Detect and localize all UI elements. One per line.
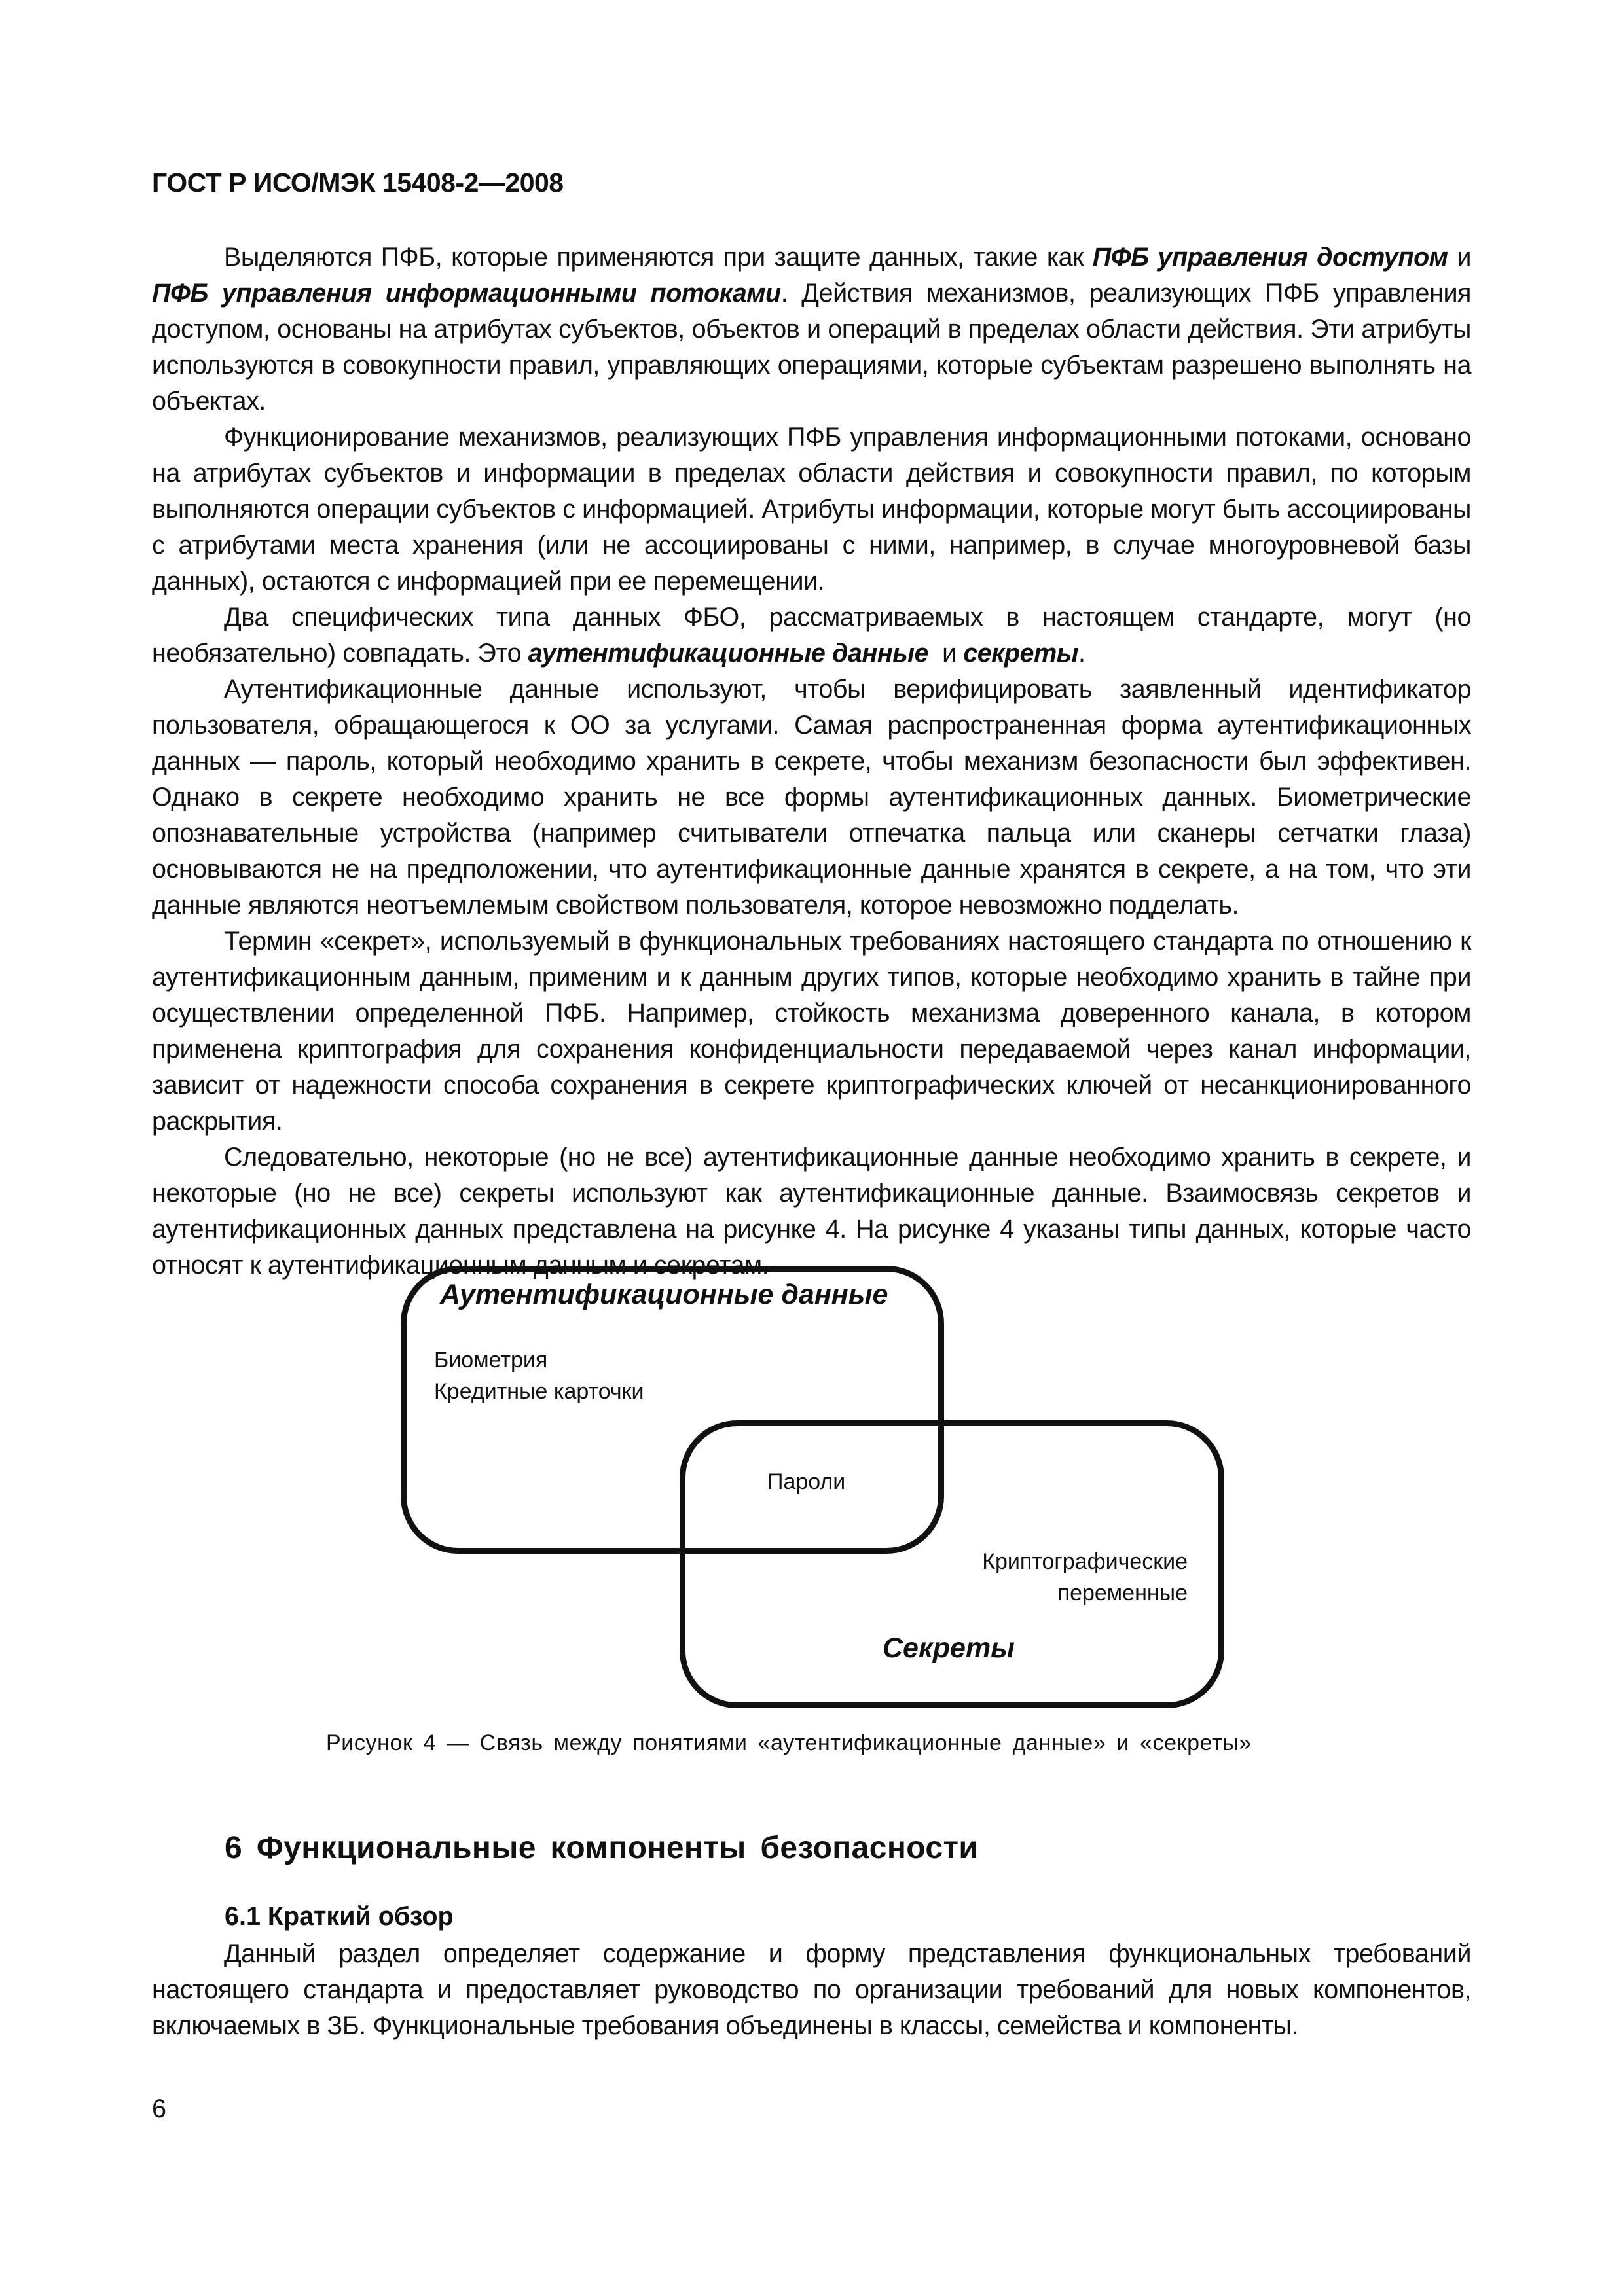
paragraph-5: Термин «секрет», используемый в функциональных требованиях настоящего стандарта по отношению к аутентификационным данным, применим и к данным других типов, которые необходимо хранить в тайне при осуществлении определенной ПФБ. Например, стойкость механизма доверенного канала, в котором применена криптография для сохранения конфиденциальности передаваемой через канал информации, зависит от надежности способа сохранения в секрете криптографических ключей от несанкционированного раскрытия. [152,927,1471,1136]
term-secrets: секреты [963,639,1079,668]
passwords-label: Пароли [767,1469,846,1494]
auth-data-box [401,1266,944,1554]
secrets-title: Секреты [883,1632,1015,1664]
auth-item-biometrics: Биометрия [434,1348,548,1372]
paragraph-2: Функционирование механизмов, реализующих ПФБ управления информационными потоками, основано на атрибутах субъектов и информации в пределах области действия и совокупности правил, по которым выполняются операции субъектов с информацией. Атрибуты информации, которые могут быть ассоциированы с атрибутами места хранения (или не ассоциированы с ними, например, в случае многоуровневой базы данных), остаются с информацией при ее перемещении. [152,423,1471,596]
section-paragraph: Данный раздел определяет содержание и форму представления функциональных требований настоящего стандарта и предоставляет руководство по организации требований для новых компонентов, включаемых в ЗБ. Функциональные требования объединены в классы, семейства и компоненты. [152,1939,1471,2040]
figure-caption: Рисунок 4 — Связь между понятиями «аутентификационные данные» и «секреты» [326,1731,1252,1755]
paragraph-4: Аутентификационные данные используют, чтобы верифицировать заявленный идентификатор пользователя, обращающегося к ОО за услугами. Самая распространенная форма аутентификационных данных — пароль, который необходимо хранить в секрете, чтобы механизм безопасности был эффективен. Однако в секрете необходимо хранить не все формы аутентификационных данных. Биометрические опознавательные устройства (например считыватели отпечатка пальца или сканеры сетчатки глаза) основываются не на предположении, что аутентификационные данные хранятся в секрете, а на том, что эти данные являются неотъемлемым свойством пользователя, которое невозможно подделать. [152,675,1471,920]
term-access-control: ПФБ управления доступом [1092,243,1448,272]
auth-data-title: Аутентификационные данные [440,1279,888,1310]
term-information-flow: ПФБ управления информационными потоками [152,279,781,308]
paragraph-6: Следовательно, некоторые (но не все) аутентификационные данные необходимо хранить в секрете, и некоторые (но не все) секреты используют как аутентификационные данные. Взаимосвязь секретов и аутентификационных данных представлена на рисунке 4. На рисунке 4 указаны типы данных, которые часто относят к аутентификационным данным и секретам. [152,1143,1471,1280]
secret-item-crypto: Криптографические [982,1549,1188,1574]
paragraph-1: Выделяются ПФБ, которые применяются при защите данных, такие как ПФБ управления доступом и ПФБ управления информационными потоками. Действия механизмов, реализующих ПФБ управления доступом, основаны на атрибутах субъектов, объектов и операций в пределах области действия. Эти атрибуты используются в совокупности правил, управляющих операциями, которые субъектам разрешено выполнять на объектах. [152,243,1472,416]
subsection-heading: 6.1 Краткий обзор [225,1902,454,1931]
document-header: ГОСТ Р ИСО/МЭК 15408-2—2008 [152,168,564,198]
page-number: 6 [152,2094,166,2123]
section-heading: 6 Функциональные компоненты безопасности [225,1831,979,1865]
section-text [152,1936,1471,2044]
main-text [152,240,1471,1283]
paragraph-3: Два специфических типа данных ФБО, рассматриваемых в настоящем стандарте, могут (но необязательно) совпадать. Это аутентификационные данные и секреты. [152,603,1471,668]
secret-item-variables: переменные [1057,1581,1188,1605]
term-auth-data: аутентификационные данные [528,639,929,668]
auth-item-credit-cards: Кредитные карточки [434,1379,644,1404]
secrets-box [680,1420,1224,1708]
